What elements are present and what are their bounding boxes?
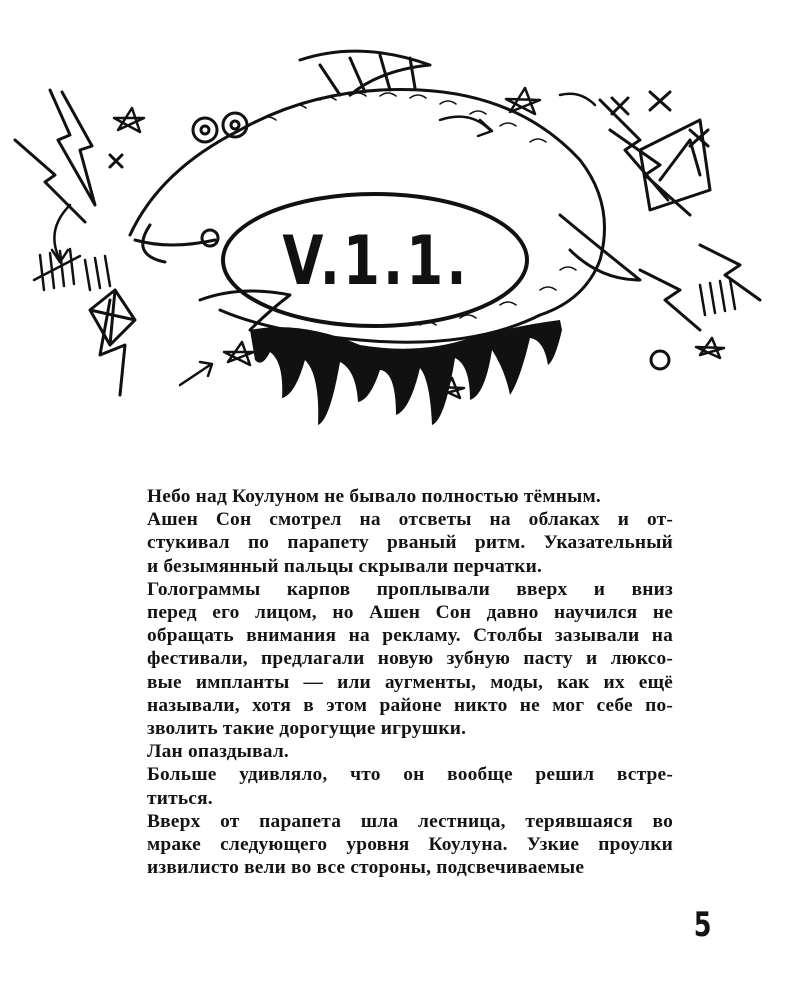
paragraph xyxy=(117,740,673,763)
paragraph xyxy=(117,763,673,809)
text-line: стукивал по парапету рваный ритм. Указательный xyxy=(147,532,673,554)
text-line: мраке следующего уровня Коулуна. Узкие проулки xyxy=(147,834,673,856)
text-line: Вверх от парапета шла лестница, терявшаяся во xyxy=(147,810,673,832)
text-line: вые импланты — или аугменты, моды, как их ещё xyxy=(147,671,673,693)
text-line: Лан опаздывал. xyxy=(147,741,289,763)
paragraph xyxy=(117,810,673,880)
lightning-right-icon xyxy=(600,100,760,330)
ink-drip-icon xyxy=(250,320,562,425)
text-line: зволить такие дорогущие игрушки. xyxy=(147,718,467,740)
text-line: фестивали, предлагали новую зубную пасту и люксо- xyxy=(147,648,673,670)
text-line: титься. xyxy=(147,787,213,809)
text-line: Голограммы карпов проплывали вверх и вниз xyxy=(147,578,673,600)
text-line: перед его лицом, но Ашен Сон давно научился не xyxy=(147,602,673,624)
text-line: Ашен Сон смотрел на отсветы на облаках и от- xyxy=(147,509,673,531)
text-line: Небо над Коулуном не бывало полностью тёмным. xyxy=(147,486,601,507)
text-line: извилисто вели во все стороны, подсвечиваемые xyxy=(147,857,585,879)
text-line: и безымянный пальцы скрывали перчатки. xyxy=(147,555,542,577)
page-number: 5 xyxy=(693,905,712,945)
paragraph xyxy=(117,485,673,508)
paragraph xyxy=(117,508,673,578)
chapter-label: V.1.1. xyxy=(282,221,470,301)
text-line: называли, хотя в этом районе никто не мог себе по- xyxy=(147,694,673,716)
text-line: Больше удивляло, что он вообще решил встре- xyxy=(147,764,673,786)
text-line: обращать внимания на рекламу. Столбы зазывали на xyxy=(147,625,673,647)
paragraph xyxy=(117,578,673,740)
body-text xyxy=(117,485,673,879)
lightning-left-icon xyxy=(15,90,125,395)
